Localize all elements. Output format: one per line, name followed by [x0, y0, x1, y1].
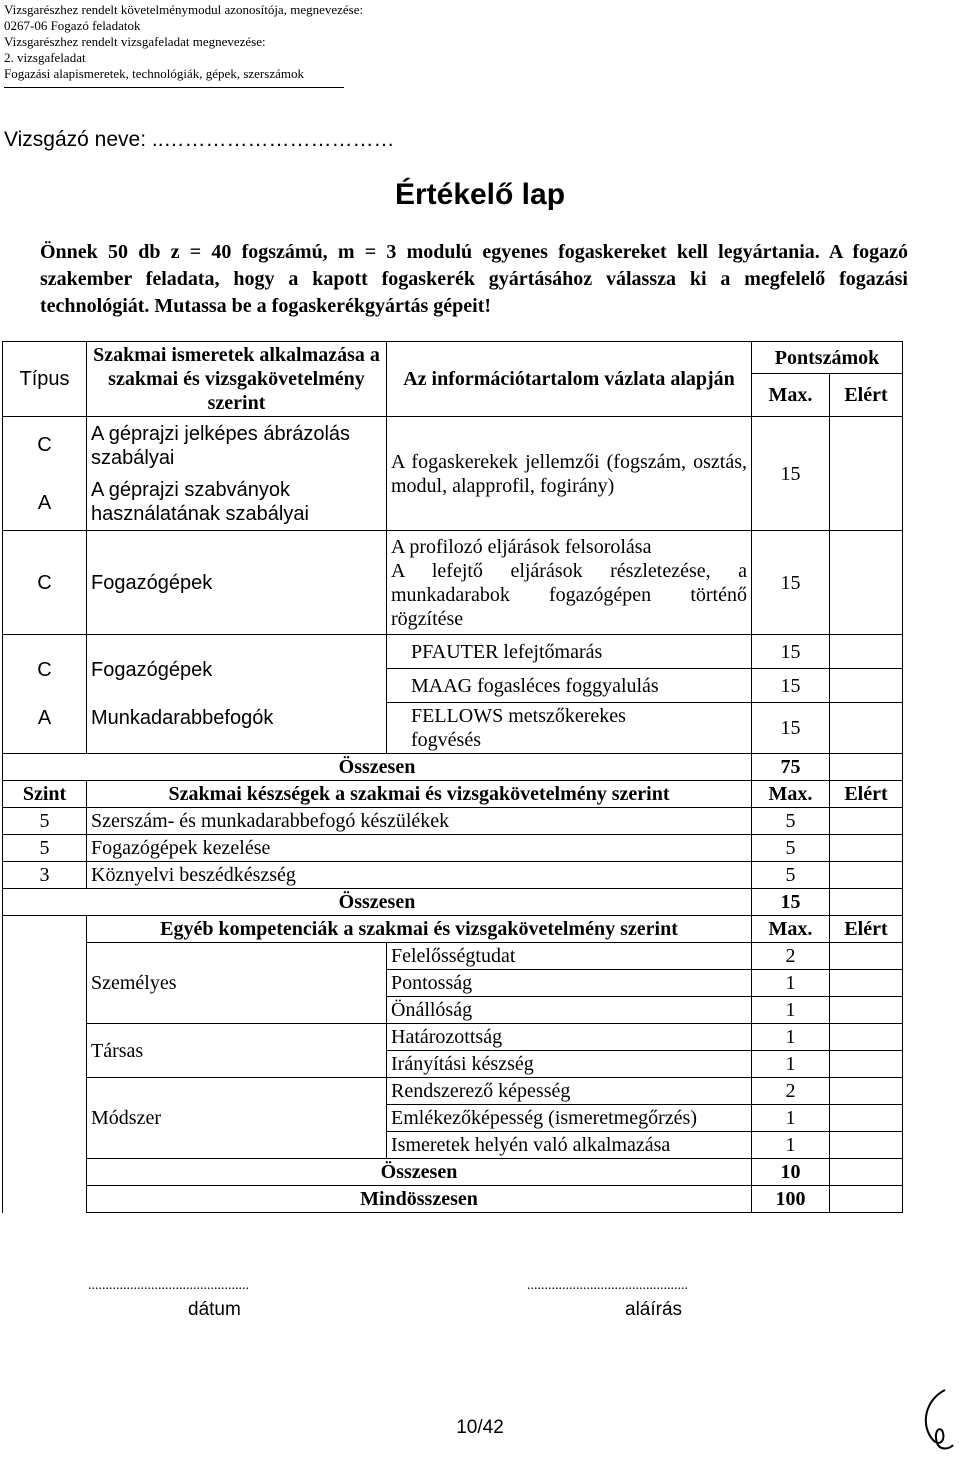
row3-max-3: 15: [752, 703, 830, 754]
info-item: A profilozó eljárások felsorolása: [391, 535, 652, 558]
group-social: Társas: [87, 1024, 387, 1078]
competency-achieved[interactable]: [830, 1024, 903, 1051]
info-item: A lefejtő eljárások részletezése, a munkadarabok fogazógépen történő rögzítése: [391, 559, 747, 630]
header-max: Max.: [752, 374, 830, 417]
knowledge-item: Fogazógépek: [91, 659, 213, 681]
skill-level: 5: [3, 835, 87, 862]
row2-achieved[interactable]: [830, 531, 903, 635]
group-method: Módszer: [87, 1078, 387, 1159]
skill-max: 5: [752, 862, 830, 889]
grand-total-max: 100: [752, 1186, 830, 1213]
row1-knowledge: [87, 417, 387, 531]
header-max: Max.: [752, 916, 830, 943]
header-achieved: Elért: [830, 374, 903, 417]
signature-label: aláírás: [625, 1299, 683, 1320]
row3-info-3: [387, 703, 752, 754]
competency-max: 1: [752, 1024, 830, 1051]
header-knowledge: Szakmai ismeretek alkalmazása a szakmai és vizsgakövetelmény szerint: [87, 342, 387, 417]
competency-achieved[interactable]: [830, 997, 903, 1024]
competency-achieved[interactable]: [830, 1078, 903, 1105]
competency-max: 1: [752, 1132, 830, 1159]
skill-achieved[interactable]: [830, 862, 903, 889]
competency-text: Ismeretek helyén való alkalmazása: [387, 1132, 752, 1159]
row3-max-2: 15: [752, 669, 830, 703]
header-type: Típus: [3, 342, 87, 417]
subtotal-achieved[interactable]: [830, 889, 903, 916]
header-line: Vizsgarészhez rendelt vizsgafeladat megnevezése:: [4, 34, 266, 49]
header-line: Fogazási alapismeretek, technológiák, gépek, szerszámok: [4, 66, 304, 81]
knowledge-item: A géprajzi jelképes ábrázolás szabályai: [91, 422, 351, 469]
signature-line: ..............................................: [527, 1278, 688, 1293]
subtotal-max: 15: [752, 889, 830, 916]
competency-achieved[interactable]: [830, 970, 903, 997]
competency-achieved[interactable]: [830, 1105, 903, 1132]
competency-text: Rendszerező képesség: [387, 1078, 752, 1105]
header-line: 0267-06 Fogazó feladatok: [4, 18, 141, 33]
competency-max: 2: [752, 1078, 830, 1105]
skill-achieved[interactable]: [830, 808, 903, 835]
header-info: Az információtartalom vázlata alapján: [387, 342, 752, 417]
grand-total-achieved[interactable]: [830, 1186, 903, 1213]
grand-total-label: Mindösszesen: [87, 1186, 752, 1213]
skill-max: 5: [752, 835, 830, 862]
subtotal-achieved[interactable]: [830, 754, 903, 781]
row2-max: 15: [752, 531, 830, 635]
competency-text: Határozottság: [387, 1024, 752, 1051]
header-achieved: Elért: [830, 916, 903, 943]
skill-text: Szerszám- és munkadarabbefogó készülékek: [87, 808, 752, 835]
task-description: [10, 239, 908, 320]
subtotal-label: Összesen: [3, 754, 752, 781]
candidate-name: Vizsgázó neve: ..……………………………: [4, 128, 395, 151]
header-other: Egyéb kompetenciák a szakmai és vizsgakövetelmény szerint: [87, 916, 752, 943]
page-title: Értékelő lap: [394, 178, 566, 211]
skill-text: Fogazógépek kezelése: [87, 835, 752, 862]
competency-achieved[interactable]: [830, 1051, 903, 1078]
task-text: Önnek 50 db z = 40 fogszámú, m = 3 modulú egyenes fogaskereket kell legyártania. A fogazó szakember feladata, hogy a kapott fogaskerék gyártásához válassza ki a megfelelő fogazási technológiát. Mutassa be a fogaskerékgyártás gépeit!: [40, 241, 908, 317]
type-code: A: [37, 707, 52, 729]
row1-max: 15: [752, 417, 830, 531]
row3-knowledge: [87, 635, 387, 754]
date-line: ..............................................: [88, 1278, 249, 1293]
evaluation-table: [2, 341, 903, 1213]
competency-max: 2: [752, 943, 830, 970]
competency-max: 1: [752, 997, 830, 1024]
skill-text: Köznyelvi beszédkészség: [87, 862, 752, 889]
date-label: dátum: [188, 1299, 241, 1320]
row3-type: [3, 635, 87, 754]
competency-text: Pontosság: [387, 970, 752, 997]
type-code: A: [37, 491, 52, 514]
group-personal: Személyes: [87, 943, 387, 1024]
row1-info: A fogaskerekek jellemzői (fogszám, osztás, modul, alapprofil, fogirány): [387, 417, 752, 531]
competency-text: Irányítási készség: [387, 1051, 752, 1078]
skill-level: 3: [3, 862, 87, 889]
row3-achieved-3[interactable]: [830, 703, 903, 754]
competency-max: 1: [752, 970, 830, 997]
knowledge-item: Munkadarabbefogók: [91, 707, 274, 729]
row2-type: C: [3, 531, 87, 635]
subtotal-max: 75: [752, 754, 830, 781]
competency-text: Emlékezőképesség (ismeretmegőrzés): [387, 1105, 752, 1132]
knowledge-item: A géprajzi szabványok használatának szabályai: [91, 478, 309, 525]
header-skills: Szakmai készségek a szakmai és vizsgakövetelmény szerint: [87, 781, 752, 808]
row1-type: [3, 417, 87, 531]
header-max: Max.: [752, 781, 830, 808]
competency-achieved[interactable]: [830, 1132, 903, 1159]
skill-max: 5: [752, 808, 830, 835]
task-number: [10, 239, 40, 266]
row3-info-1: PFAUTER lefejtőmarás: [387, 635, 752, 669]
subtotal-max: 10: [752, 1159, 830, 1186]
row1-achieved[interactable]: [830, 417, 903, 531]
skill-achieved[interactable]: [830, 835, 903, 862]
competency-achieved[interactable]: [830, 943, 903, 970]
header-line: 2. vizsgafeladat: [4, 50, 86, 65]
subtotal-label: Összesen: [87, 1159, 752, 1186]
skill-level: 5: [3, 808, 87, 835]
document-header: [4, 2, 363, 82]
info-item: FELLOWS metszőkerekes fogvésés: [411, 705, 626, 751]
row2-info: [387, 531, 752, 635]
header-line: Vizsgarészhez rendelt követelménymodul azonosítója, megnevezése:: [4, 2, 364, 17]
row3-achieved-1[interactable]: [830, 635, 903, 669]
row2-knowledge: Fogazógépek: [87, 531, 387, 635]
row3-achieved-2[interactable]: [830, 669, 903, 703]
header-divider: [4, 87, 344, 88]
header-points: Pontszámok: [752, 342, 903, 374]
page-number: 10/42: [456, 1417, 504, 1438]
type-code: C: [37, 433, 52, 456]
handwritten-signature-mark: [915, 1385, 955, 1455]
row3-info-2: MAAG fogasléces foggyalulás: [387, 669, 752, 703]
header-achieved: Elért: [830, 781, 903, 808]
left-blank: [3, 916, 87, 1213]
header-level: Szint: [3, 781, 87, 808]
competency-text: Önállóság: [387, 997, 752, 1024]
subtotal-achieved[interactable]: [830, 1159, 903, 1186]
row3-max-1: 15: [752, 635, 830, 669]
type-code: C: [37, 659, 52, 681]
competency-max: 1: [752, 1105, 830, 1132]
competency-max: 1: [752, 1051, 830, 1078]
competency-text: Felelősségtudat: [387, 943, 752, 970]
subtotal-label: Összesen: [3, 889, 752, 916]
